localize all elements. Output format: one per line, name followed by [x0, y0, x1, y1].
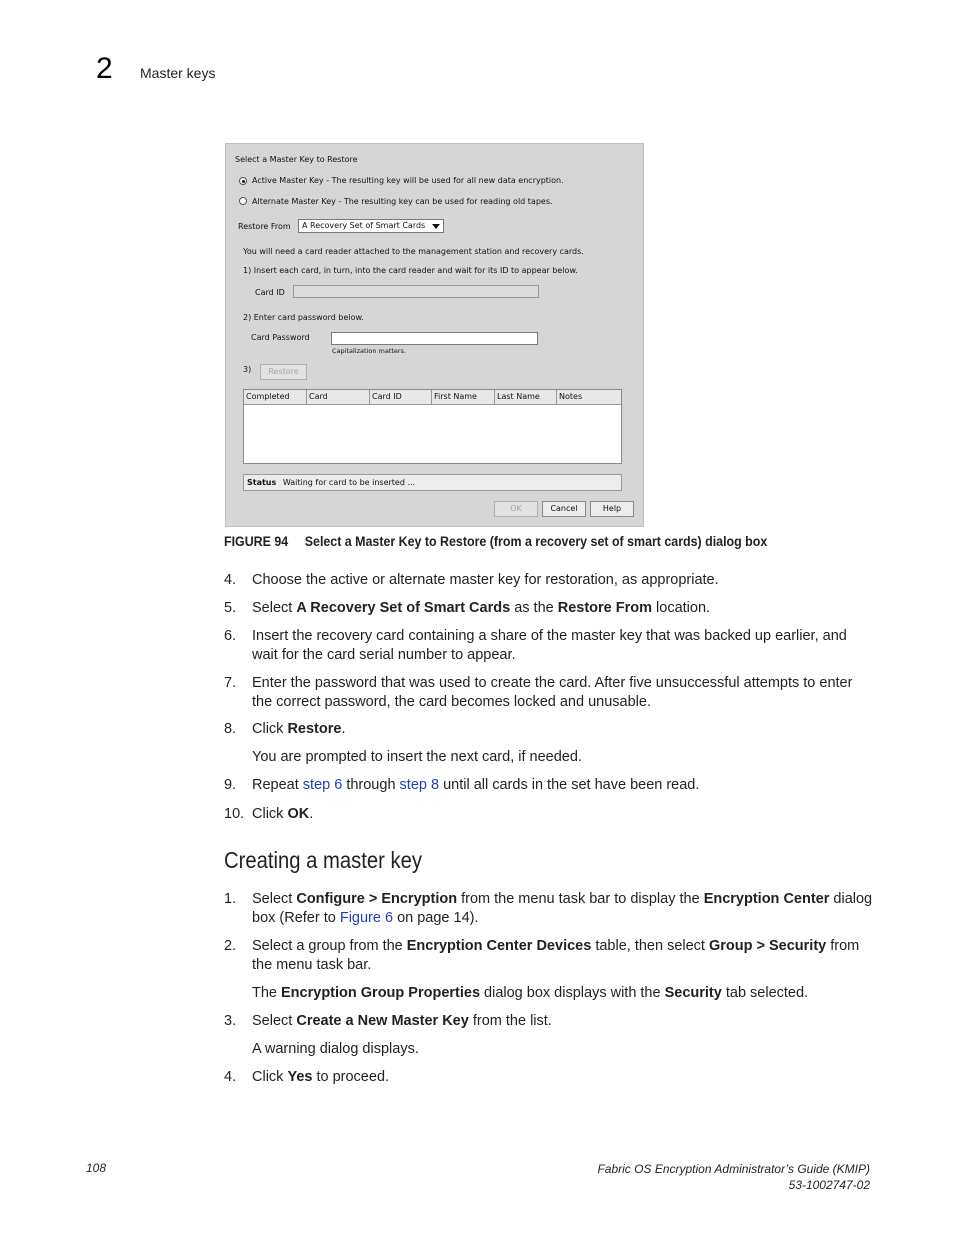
list-item — [224, 1012, 874, 1031]
step2-text: 2) Enter card password below. — [243, 313, 364, 322]
column-completed[interactable]: Completed — [244, 390, 307, 404]
column-first-name[interactable]: First Name — [432, 390, 495, 404]
step-text: Select Create a New Master Key from the list. — [252, 1013, 552, 1029]
info-line: You will need a card reader attached to the management station and recovery cards. — [243, 247, 584, 256]
list-item — [224, 805, 874, 824]
figure-label: FIGURE 94 — [224, 534, 289, 549]
step-number: 10. — [224, 806, 245, 822]
section-heading: Creating a master key — [224, 847, 422, 873]
column-last-name[interactable]: Last Name — [495, 390, 557, 404]
capitalization-note: Capitalization matters. — [332, 347, 407, 355]
step3-label: 3) — [243, 365, 252, 374]
restore-master-key-dialog — [225, 143, 644, 527]
step-6-link[interactable]: step 6 — [302, 777, 343, 793]
footer-doc-info — [597, 1161, 870, 1193]
step-text: Choose the active or alternate master key for restoration, as appropriate. — [252, 572, 719, 588]
step1-text: 1) Insert each card, in turn, into the card reader and wait for its ID to appear below. — [243, 266, 578, 275]
step-number: 1. — [224, 891, 237, 907]
cards-table — [243, 389, 622, 464]
doc-title: Fabric OS Encryption Administrator’s Guide (KMIP) — [597, 1162, 870, 1176]
step-text: Select a group from the Encryption Center Devices table, then select Group > Security from the menu task bar. — [252, 938, 860, 973]
list-item — [224, 890, 874, 927]
step-number: 9. — [224, 777, 237, 793]
step-number: 7. — [224, 675, 237, 691]
card-password-input[interactable] — [331, 332, 538, 345]
help-button[interactable]: Help — [590, 501, 634, 517]
list-item — [224, 937, 874, 974]
step-number: 4. — [224, 1069, 237, 1085]
doc-number: 53-1002747-02 — [788, 1178, 870, 1192]
step-8-link[interactable]: step 8 — [399, 777, 440, 793]
chapter-title: Master keys — [140, 65, 216, 81]
figure-caption — [224, 534, 767, 549]
restore-button[interactable]: Restore — [260, 364, 307, 380]
status-label: Status — [247, 478, 277, 487]
dialog-heading: Select a Master Key to Restore — [235, 155, 358, 164]
figure-6-link[interactable]: Figure 6 — [339, 909, 394, 926]
chevron-down-icon — [432, 224, 440, 229]
cancel-button[interactable]: Cancel — [542, 501, 586, 517]
alternate-master-key-label: Alternate Master Key - The resulting key can be used for reading old tapes. — [252, 197, 553, 206]
step-number: 8. — [224, 721, 237, 737]
step-text: Insert the recovery card containing a share of the master key that was backed up earlier, and wait for the card serial number to appear. — [252, 628, 847, 663]
column-notes[interactable]: Notes — [559, 392, 583, 401]
column-card[interactable]: Card — [307, 390, 370, 404]
status-text: Waiting for card to be inserted ... — [282, 478, 416, 487]
card-password-label: Card Password — [251, 333, 310, 342]
step-text: Click OK. — [252, 806, 314, 822]
status-bar — [243, 474, 622, 491]
step-text: Click Restore. — [252, 721, 346, 737]
step-number: 6. — [224, 628, 237, 644]
list-item — [224, 674, 874, 711]
list-item — [224, 599, 874, 618]
step-number: 3. — [224, 1013, 237, 1029]
restore-from-select[interactable] — [298, 219, 444, 233]
page-number: 108 — [86, 1161, 107, 1175]
step-text: Select Configure > Encryption from the menu task bar to display the Encryption Center dialog box (Refer to Figure 6 on page 14). — [252, 891, 873, 926]
step-number: 5. — [224, 600, 237, 616]
active-master-key-radio[interactable] — [239, 177, 247, 185]
card-id-label: Card ID — [255, 288, 285, 297]
step-text: Click Yes to proceed. — [252, 1069, 390, 1085]
restore-from-label: Restore From — [238, 222, 291, 231]
chapter-number: 2 — [96, 52, 113, 85]
step-text: Repeat step 6 through step 8 until all cards in the set have been read. — [252, 777, 700, 793]
restore-from-value: A Recovery Set of Smart Cards — [302, 221, 426, 230]
step-text: Select A Recovery Set of Smart Cards as the Restore From location. — [252, 600, 711, 616]
alternate-master-key-radio[interactable] — [239, 197, 247, 205]
figure-caption-text: Select a Master Key to Restore (from a recovery set of smart cards) dialog box — [304, 534, 768, 549]
list-item — [224, 627, 874, 664]
step-number: 2. — [224, 938, 237, 954]
list-item — [224, 1068, 874, 1087]
column-card-id[interactable]: Card ID — [370, 390, 432, 404]
table-header — [244, 390, 621, 405]
list-item — [224, 776, 874, 795]
step-note: You are prompted to insert the next card, if needed. — [252, 749, 582, 765]
active-master-key-label: Active Master Key - The resulting key will be used for all new data encryption. — [252, 176, 564, 185]
list-item — [224, 720, 874, 739]
ok-button[interactable]: OK — [494, 501, 538, 517]
step-text: Enter the password that was used to create the card. After five unsuccessful attempts to enter the correct password, the card becomes locked and unusable. — [252, 675, 853, 710]
step-note: A warning dialog displays. — [252, 1041, 419, 1057]
list-item — [224, 571, 874, 590]
step-number: 4. — [224, 572, 237, 588]
step-note: The Encryption Group Properties dialog box displays with the Security tab selected. — [252, 985, 809, 1001]
card-id-field — [293, 285, 539, 298]
